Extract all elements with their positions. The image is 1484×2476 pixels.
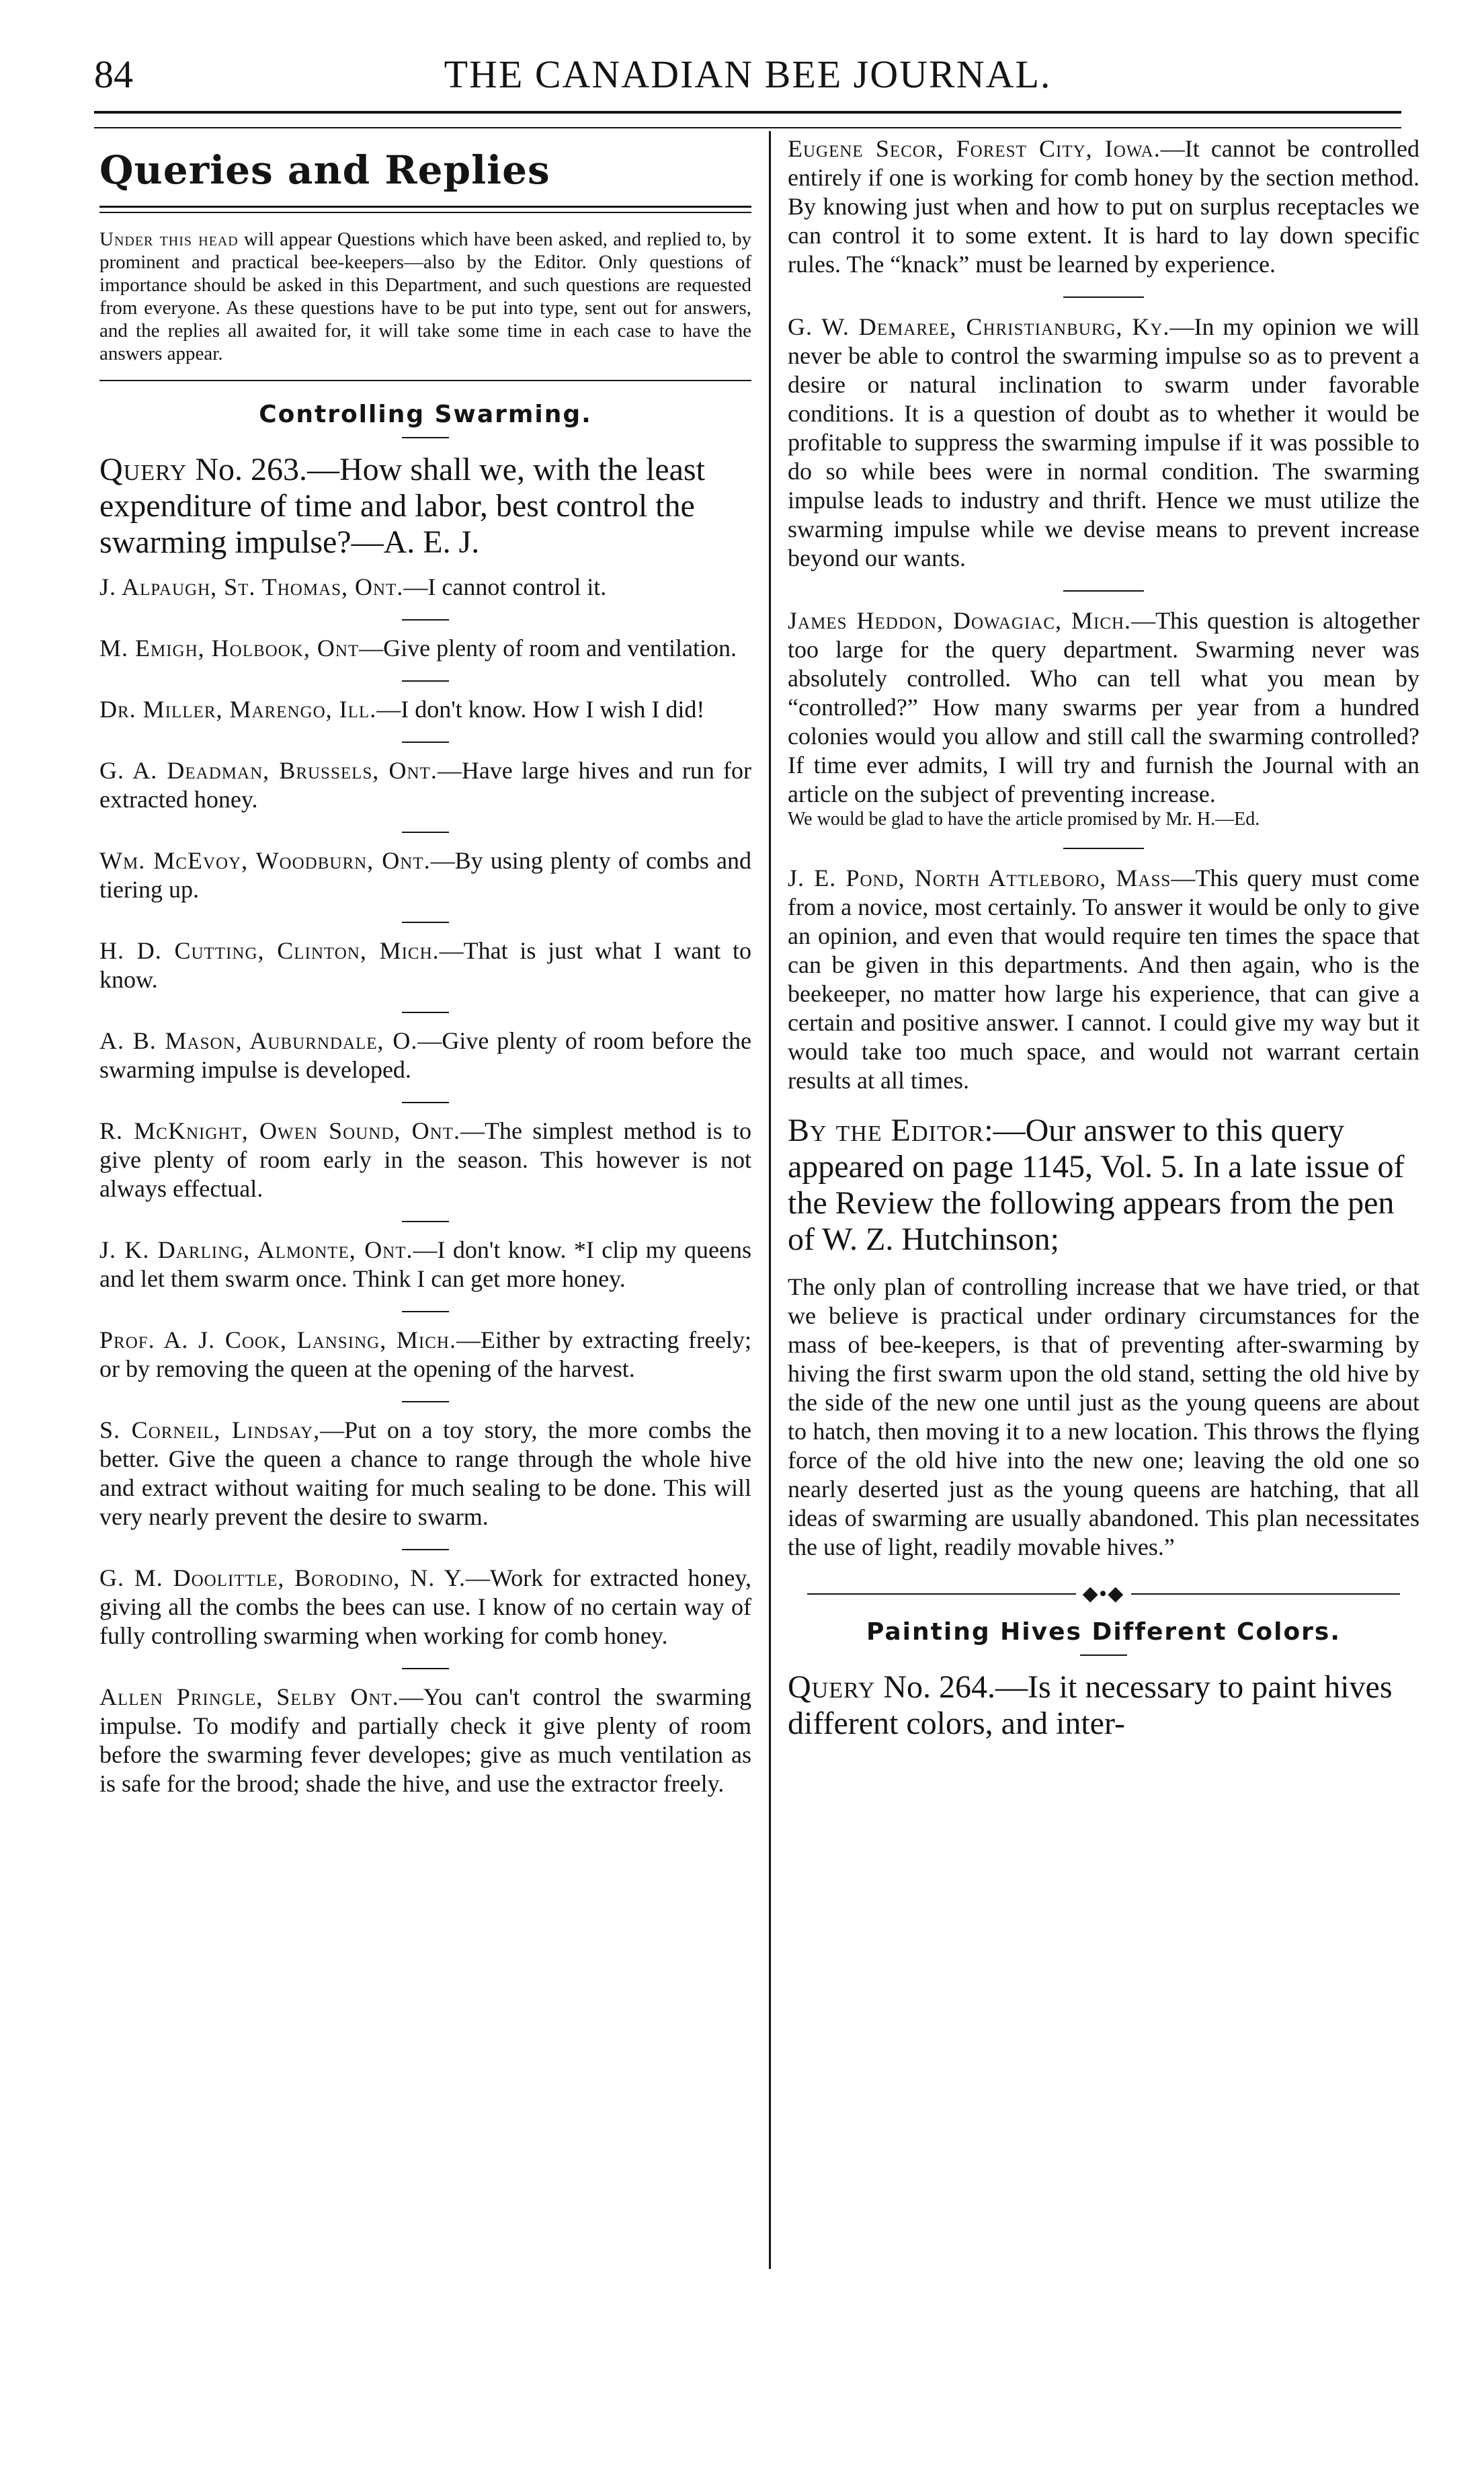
reply-text: —I don't know. How I wish I did! — [376, 696, 705, 723]
reply-text: —It cannot be controlled entirely if one is working for comb honey by the section method. By knowing just when and how to put on surplus receptacles we can control it to some extent. It is hard to lay down specific rules. The “knack” must be learned by experience. — [788, 135, 1419, 278]
reply-text: —Have large hives and run for extracted honey. — [99, 757, 751, 813]
reply-entry — [99, 936, 751, 994]
short-rule — [402, 437, 449, 438]
page-header — [94, 47, 1401, 108]
reply-entry — [788, 134, 1419, 279]
reply-entry — [788, 313, 1419, 573]
subheading-controlling-swarming: Controlling Swarming. — [259, 401, 592, 428]
reply-author: J. Alpaugh, St. Thomas, Ont. — [99, 573, 404, 600]
short-rule — [1080, 1654, 1127, 1656]
short-rule — [1063, 296, 1144, 298]
short-rule — [402, 619, 449, 621]
editor-answer — [788, 1113, 1419, 1258]
reply-text: —In my opinion we will never be able to control the swarming impulse so as to prevent a desire or natural inclination to swarm under favorable conditions. It is a question of doubt as to whether it would be profitable to suppress the swarming impulse if it was possible to do so while bees were in normal condition. The swarming impulse leads to industry and thrift. Hence we must utilize the swarming impulse while we devise means to prevent increase beyond our wants. — [788, 313, 1419, 571]
section-title: Queries and Replies — [99, 147, 550, 193]
reply-text: —Put on a toy story, the more combs the better. Give the queen a chance to range through the whole hive and extract without waiting for much sealing to be done. This will very nearly prevent the desire to swarm. — [99, 1416, 751, 1530]
editor-note: We would be glad to have the article promised by Mr. H.—Ed. — [788, 809, 1260, 830]
reply-entry — [99, 634, 751, 663]
reply-entry — [99, 1683, 751, 1798]
reply-author: Wm. McEvoy, Woodburn, Ont. — [99, 847, 431, 874]
ornament-divider — [788, 1579, 1419, 1608]
reply-text: —Work for extracted honey, giving all the combs the bees can use. I know of no certain way of fully controlling swarming when working for comb honey. — [99, 1564, 751, 1649]
short-rule — [402, 832, 449, 833]
intro-paragraph — [99, 228, 751, 365]
short-rule — [402, 1311, 449, 1312]
reply-text: —I don't know. *I clip my queens and let them swarm once. Think I can get more honey. — [99, 1236, 751, 1292]
reply-author: A. B. Mason, Auburndale, O. — [99, 1027, 418, 1054]
reply-text: —This question is altogether too large for the query department. Swarming never was absolutely controlled. Who can tell what you mean by “controlled?” How many swarms per year from a hundred colonies would you allow and still call the swarming controlled? If time ever admits, I will try and furnish the Journal with an article on the subject of preventing increase. — [788, 607, 1419, 807]
reply-entry — [99, 1416, 751, 1531]
reply-text: —By using plenty of combs and tiering up. — [99, 847, 751, 903]
reply-text: —Give plenty of room and ventilation. — [359, 635, 737, 662]
column-divider — [769, 131, 771, 2269]
reply-author: H. D. Cutting, Clinton, Mich. — [99, 937, 440, 964]
query-lead: Query — [788, 1669, 876, 1705]
ornament-rule-left — [807, 1593, 1076, 1595]
running-title: THE CANADIAN BEE JOURNAL. — [444, 52, 1052, 96]
short-rule — [1063, 848, 1144, 849]
reply-author: G. A. Deadman, Brussels, Ont. — [99, 757, 438, 784]
right-column — [788, 134, 1419, 1754]
divider-rule — [99, 380, 751, 381]
reply-text: —The simplest method is to give plenty of room early in the season. This however is not always effectual. — [99, 1117, 751, 1202]
reply-author: G. W. Demaree, Christianburg, Ky. — [788, 313, 1170, 340]
reply-author: R. McKnight, Owen Sound, Ont. — [99, 1117, 460, 1144]
left-column — [99, 134, 751, 1816]
short-rule — [402, 922, 449, 923]
reply-entry — [788, 864, 1419, 1095]
hutchinson-quote: The only plan of controlling increase that we have tried, or that we believe is practical under ordinary circumstances for the mass of bee-keepers, is that of preventing after-swarming by hiving the first swarm upon the old stand, setting the old hive by the side of the new one until just as the young queens are about to hatch, then moving it to a new location. This throws the flying force of the old hive into the new one; leaving the old one so nearly deserted just as the young queens are hatching, that all ideas of swarming are usually abandoned. This plan necessitates the use of light, readily movable hives.” — [788, 1273, 1419, 1560]
reply-entry — [99, 1564, 751, 1650]
reply-text: —That is just what I want to know. — [99, 937, 751, 993]
short-rule — [402, 1668, 449, 1669]
query-text: No. 264.—Is it necessary to paint hives different colors, and inter- — [788, 1669, 1393, 1741]
reply-text: —You can't control the swarming impulse. To modify and partially check it give plenty of room before the swarming fever developes; give as much ventilation as is safe for the brood; shade the hive, and use the extractor freely. — [99, 1683, 751, 1797]
reply-author: S. Corneil, Lindsay, — [99, 1416, 321, 1443]
short-rule — [402, 742, 449, 743]
ornament-glyph: ◆•◆ — [1082, 1583, 1125, 1605]
editor-answer-text: :—Our answer to this query appeared on page 1145, Vol. 5. In a late issue of the Review the following appears from the pen of W. Z. Hutchinson; — [788, 1113, 1405, 1257]
short-rule — [402, 1221, 449, 1222]
short-rule — [402, 1401, 449, 1402]
subheading-painting-hives: Painting Hives Different Colors. — [866, 1618, 1342, 1646]
reply-entry — [99, 1027, 751, 1084]
intro-lead: Under this head — [99, 229, 239, 250]
title-rule — [99, 206, 751, 213]
reply-author: G. M. Doolittle, Borodino, N. Y. — [99, 1564, 466, 1591]
reply-text: —I cannot control it. — [403, 573, 607, 600]
reply-entry — [99, 695, 751, 724]
reply-entry — [99, 1117, 751, 1203]
ornament-rule-right — [1131, 1593, 1400, 1595]
page-number: 84 — [94, 52, 133, 96]
reply-text: —Either by extracting freely; or by removing the queen at the opening of the harvest. — [99, 1326, 751, 1382]
header-rule — [94, 111, 1401, 128]
reply-author: Dr. Miller, Marengo, Ill. — [99, 696, 377, 723]
reply-entry — [99, 1236, 751, 1293]
reply-author: Eugene Secor, Forest City, Iowa. — [788, 135, 1161, 162]
intro-text: will appear Questions which have been asked, and replied to, by prominent and practical bee-keepers—also by the Editor. Only questions of importance should be asked in this Department, and such questions are requested from everyone. As these questions have to be put into type, sent out for answers, and the replies all awaited for, it will take some time in each case to have the answers appear. — [99, 229, 751, 364]
short-rule — [1063, 590, 1144, 592]
query-264 — [788, 1669, 1419, 1742]
reply-author: M. Emigh, Holbook, Ont — [99, 635, 360, 662]
query-263 — [99, 452, 751, 561]
reply-author: James Heddon, Dowagiac, Mich. — [788, 607, 1132, 634]
short-rule — [402, 1102, 449, 1103]
query-lead: Query — [99, 452, 188, 487]
reply-author: J. K. Darling, Almonte, Ont. — [99, 1236, 413, 1263]
query-text: No. 263.—How shall we, with the least expenditure of time and labor, best control the swarming impulse?—A. E. J. — [99, 452, 705, 560]
short-rule — [402, 680, 449, 682]
reply-entry — [99, 573, 751, 602]
reply-entry — [99, 756, 751, 814]
editor-answer-lead: By the Editor — [788, 1113, 985, 1148]
short-rule — [402, 1012, 449, 1013]
reply-author: Prof. A. J. Cook, Lansing, Mich. — [99, 1326, 456, 1353]
reply-entry — [99, 846, 751, 904]
reply-entry — [788, 606, 1419, 809]
reply-text: —Give plenty of room before the swarming impulse is developed. — [99, 1027, 752, 1083]
short-rule — [402, 1549, 449, 1550]
reply-author: J. E. Pond, North Attleboro, Mass — [788, 865, 1171, 891]
reply-entry — [99, 1326, 751, 1384]
reply-author: Allen Pringle, Selby Ont. — [99, 1683, 399, 1710]
reply-text: —This query must come from a novice, most certainly. To answer it would be only to give an opinion, and even that would require ten times the space that can be given in this departments. And then again, who is the beekeeper, no matter how large his experience, that can give a certain and positive answer. I cannot. I could give my way but it would take too much space, and would not warrant certain results at all times. — [788, 865, 1419, 1094]
